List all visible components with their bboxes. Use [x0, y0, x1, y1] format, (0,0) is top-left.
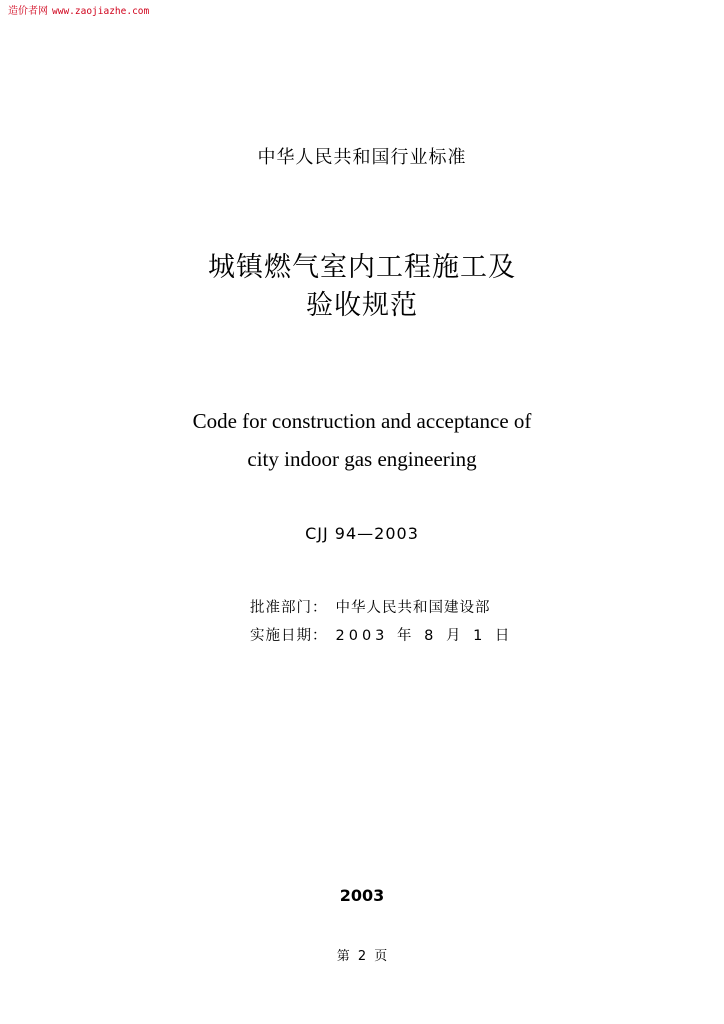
- document-title-zh-line1: 城镇燃气室内工程施工及: [208, 252, 516, 283]
- page-number: 第 2 页: [336, 949, 388, 964]
- document-title-en-line1: Code for construction and acceptance of: [192, 409, 532, 433]
- site-watermark: [8, 6, 149, 18]
- effective-date-value: 2003 年 8 月 1 日: [335, 628, 514, 644]
- approval-department-value: 中华人民共和国建设部: [335, 600, 491, 616]
- effective-date-row: [250, 624, 513, 645]
- document-title-en-line2: city indoor gas engineering: [247, 447, 477, 471]
- standard-code: CJJ 94—2003: [305, 524, 419, 543]
- publication-year: 2003: [339, 886, 385, 905]
- document-title-zh-line2: 验收规范: [306, 290, 418, 321]
- watermark-url[interactable]: www.zaojiazhe.com: [52, 6, 150, 17]
- watermark-site-name: 造价者网: [8, 6, 48, 17]
- approval-department-row: [250, 596, 491, 617]
- effective-date-label: 实施日期：: [250, 628, 328, 644]
- approval-department-label: 批准部门：: [250, 600, 328, 616]
- industry-standard-heading: 中华人民共和国行业标准: [257, 147, 467, 168]
